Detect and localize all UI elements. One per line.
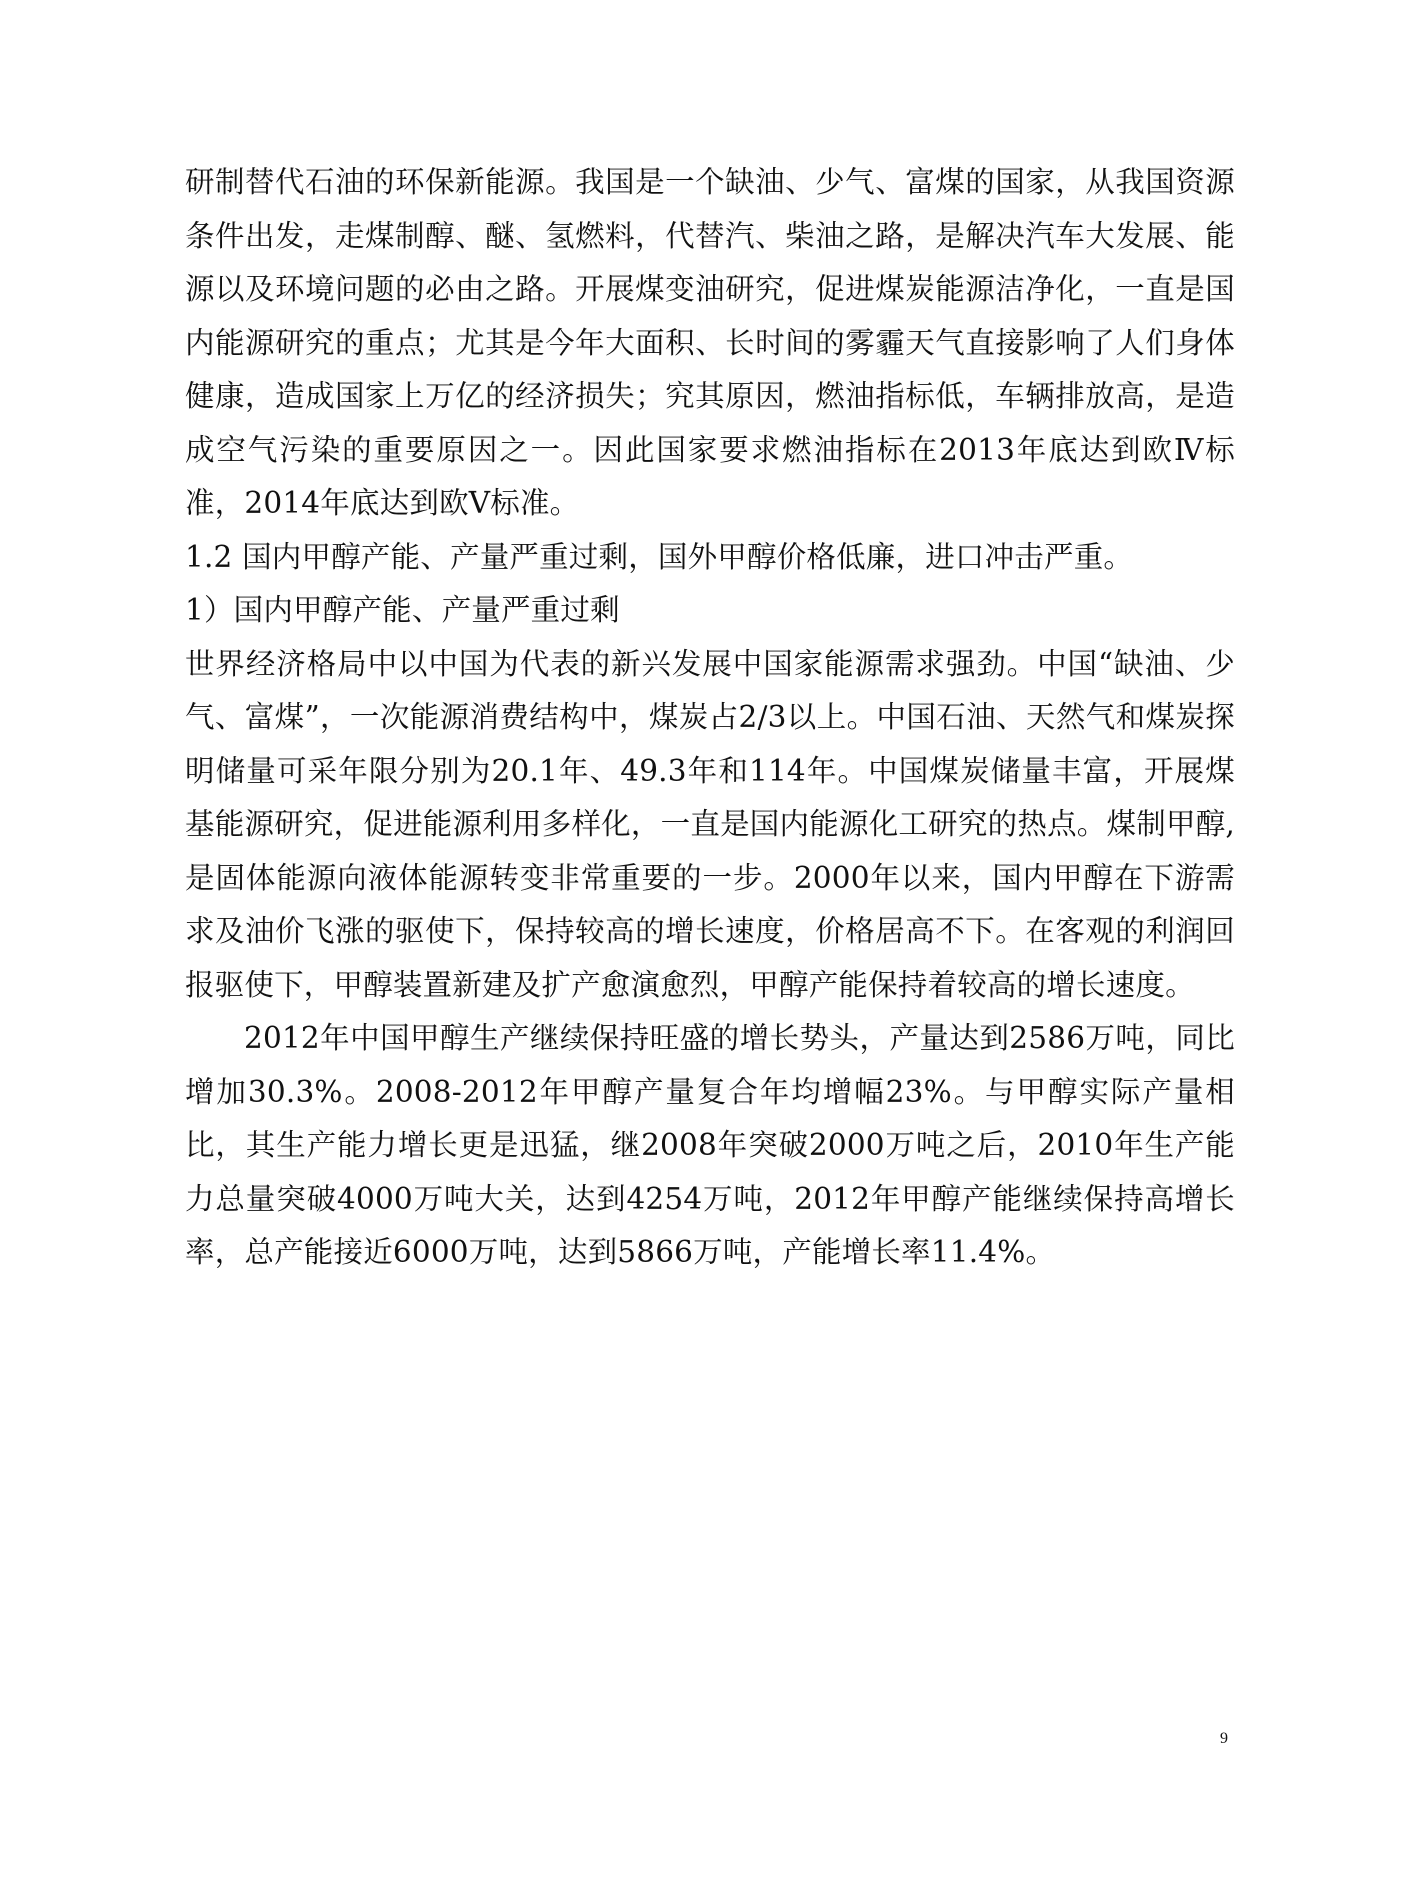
paragraph-energy-demand: 世界经济格局中以中国为代表的新兴发展中国家能源需求强劲。中国“缺油、少气、富煤”，一次能源消费结构中，煤炭占2/3以上。中国石油、天然气和煤炭探明储量可采年限分别为20.1年、49.3年和114年。中国煤炭储量丰富，开展煤基能源研究，促进能源利用多样化，一直是国内能源化工研究的热点。煤制甲醇,是固体能源向液体能源转变非常重要的一步。2000年以来，国内甲醇在下游需求及油价飞涨的驱使下，保持较高的增长速度，价格居高不下。在客观的利润回报驱使下，甲醇装置新建及扩产愈演愈烈，甲醇产能保持着较高的增长速度。	[185, 646, 1235, 1002]
paragraph-environmental-energy: 研制替代石油的环保新能源。我国是一个缺油、少气、富煤的国家，从我国资源条件出发，走煤制醇、醚、氢燃料，代替汽、柴油之路，是解决汽车大发展、能源以及环境问题的必由之路。开展煤变油研究，促进煤炭能源洁净化，一直是国内能源研究的重点；尤其是今年大面积、长时间的雾霾天气直接影响了人们身体健康，造成国家上万亿的经济损失；究其原因，燃油指标低，车辆排放高，是造成空气污染的重要原因之一。因此国家要求燃油指标在2013年底达到欧Ⅳ标准，2014年底达到欧Ⅴ标准。	[185, 165, 1235, 520]
subsection-heading-1: 1）国内甲醇产能、产量严重过剩	[185, 593, 620, 627]
body-text	[185, 156, 1235, 1280]
page-number: 9	[1220, 1730, 1228, 1747]
section-heading-1-2: 1.2 国内甲醇产能、产量严重过剩，国外甲醇价格低廉，进口冲击严重。	[185, 539, 1134, 574]
paragraph-methanol-production-2012: 2012年中国甲醇生产继续保持旺盛的增长势头，产量达到2586万吨，同比增加30.3%。2008-2012年甲醇产量复合年均增幅23%。与甲醇实际产量相比，其生产能力增长更是迅猛，继2008年突破2000万吨之后，2010年生产能力总量突破4000万吨大关，达到4254万吨，2012年甲醇产能继续保持高增长率，总产能接近6000万吨，达到5866万吨，产能增长率11.4%。	[185, 1021, 1235, 1269]
